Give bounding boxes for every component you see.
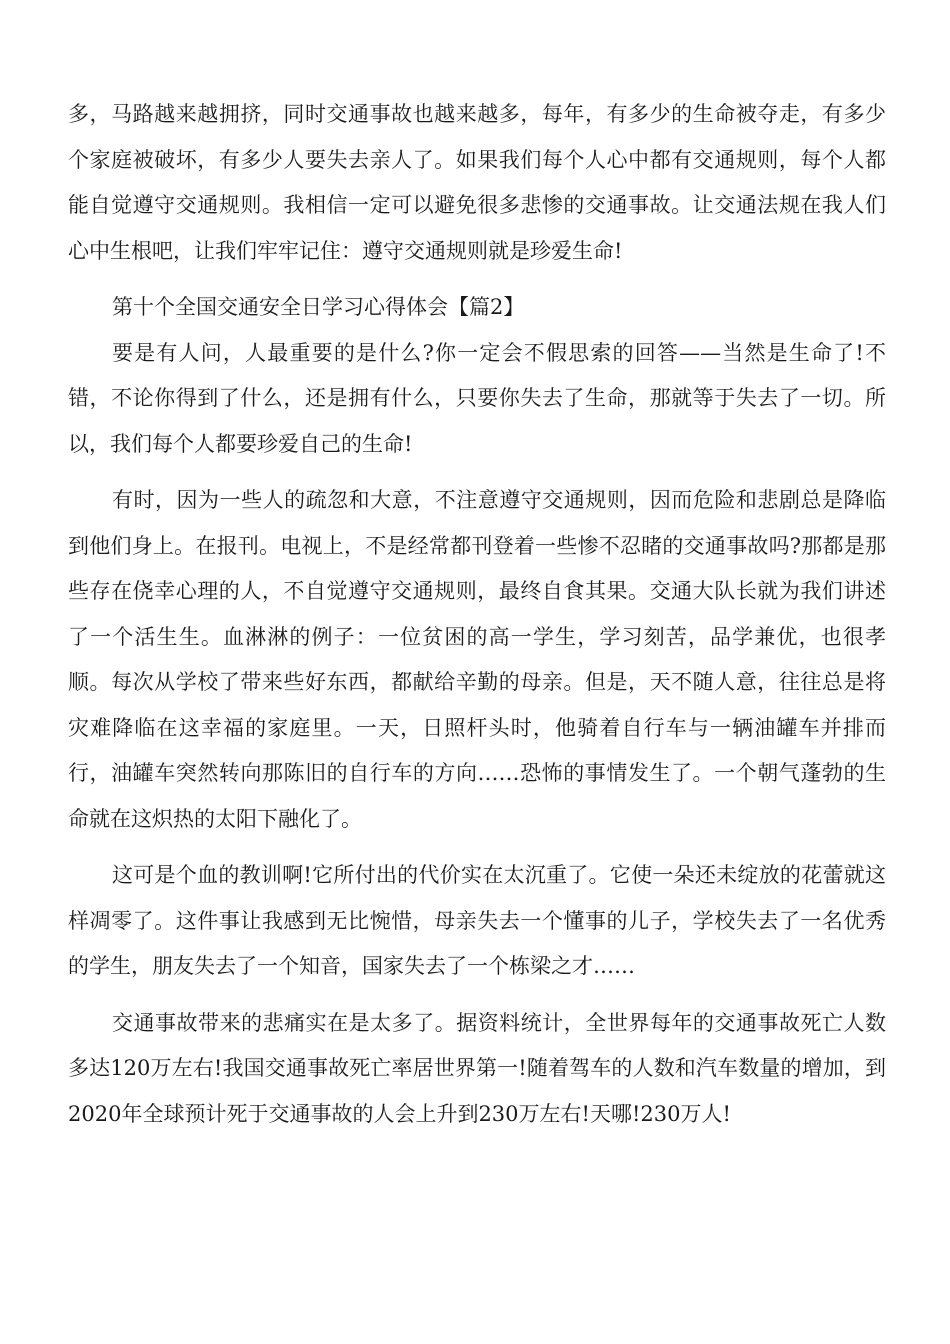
paragraph-3: 这可是个血的教训啊!它所付出的代价实在太沉重了。它使一朵还未绽放的花蕾就这样凋零了。这件事让我感到无比惋惜，母亲失去一个懂事的儿子，学校失去了一名优秀的学生，朋友失去了一个知音，国家失去了一个栋梁之才…… [68,863,886,978]
paragraph-continuation: 多，马路越来越拥挤，同时交通事故也越来越多，每年，有多少的生命被夺走，有多少个家庭被破坏，有多少人要失去亲人了。如果我们每个人心中都有交通规则，每个人都能自觉遵守交通规则。我相信一定可以避免很多悲惨的交通事故。让交通法规在我人们心中生根吧，让我们牢牢记住：遵守交通规则就是珍爱生命! [68,102,886,263]
paragraph-1: 要是有人问，人最重要的是什么?你一定会不假思索的回答——当然是生命了!不错，不论你得到了什么，还是拥有什么，只要你失去了生命，那就等于失去了一切。所以，我们每个人都要珍爱自己的生命! [68,340,886,456]
paragraph-2: 有时，因为一些人的疏忽和大意，不注意遵守交通规则，因而危险和悲剧总是降临到他们身上。在报刊。电视上，不是经常都刊登着一些惨不忍睹的交通事故吗?那都是那些存在侥幸心理的人，不自觉遵守交通规则，最终自食其果。交通大队长就为我们讲述了一个活生生。血淋淋的例子：一位贫困的高一学生，学习刻苦，品学兼优，也很孝顺。每次从学校了带来些好东西，都献给辛勤的母亲。但是，天不随人意，往往总是将灾难降临在这幸福的家庭里。一天，日照杆头时，他骑着自行车与一辆油罐车并排而行，油罐车突然转向那陈旧的自行车的方向……恐怖的事情发生了。一个朝气蓬勃的生命就在这炽热的太阳下融化了。 [68,488,886,831]
document-page [68,92,886,1137]
section-heading: 第十个全国交通安全日学习心得体会【篇2】 [112,295,525,319]
paragraph-4: 交通事故带来的悲痛实在是太多了。据资料统计，全世界每年的交通事故死亡人数多达120万左右!我国交通事故死亡率居世界第一!随着驾车的人数和汽车数量的增加，到2020年全球预计死于交通事故的人会上升到230万左右!天哪!230万人! [68,1010,886,1126]
